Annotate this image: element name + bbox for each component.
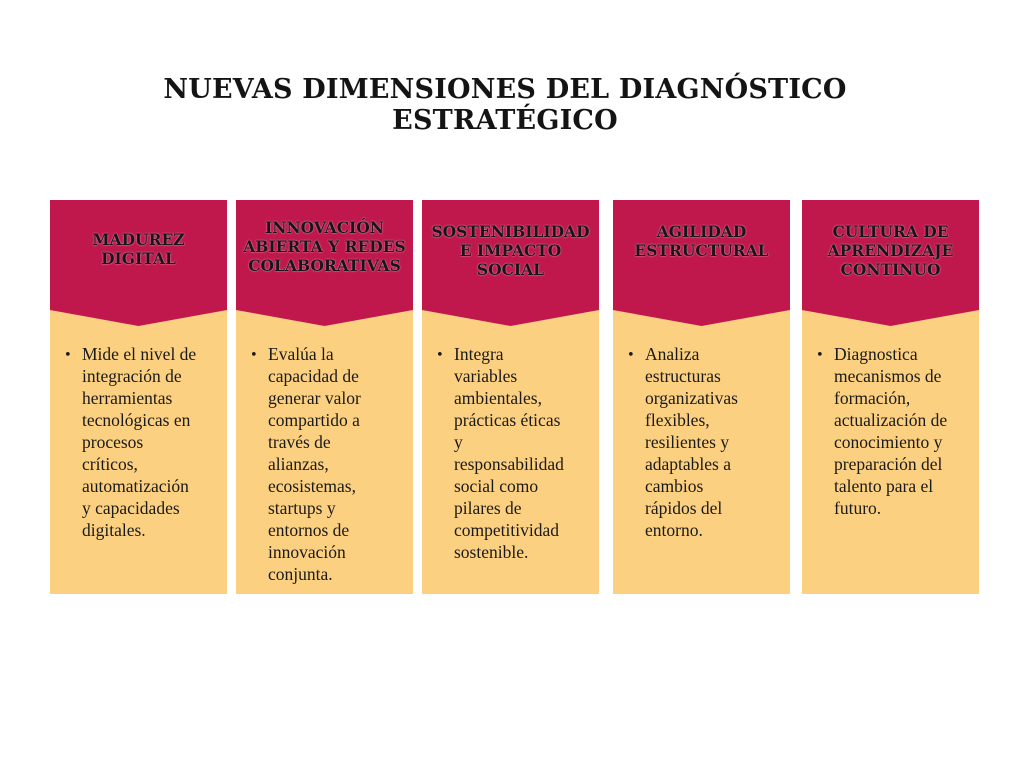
card-title — [805, 197, 976, 303]
dimension-card-innovacion-abierta — [236, 200, 413, 594]
card-title-line: AGILIDAD — [656, 222, 747, 241]
card-description: Diagnostica mecanismos de formación, actualización de conocimiento y preparación del talento para el futuro. — [834, 344, 948, 518]
card-description: Mide el nivel de integración de herramientas tecnológicas en procesos críticos, automatización y capacidades digitales. — [82, 344, 197, 540]
card-title — [239, 193, 410, 299]
bullet-icon: • — [436, 348, 444, 363]
page-title — [120, 74, 890, 136]
dimension-card-agilidad-estructural — [613, 200, 790, 594]
card-description: Evalúa la capacidad de generar valor compartido a través de alianzas, ecosistemas, startups y entornos de innovación conjunta. — [268, 344, 361, 584]
card-title-line: CONTINUO — [840, 259, 941, 279]
card-title-line: MADUREZ — [92, 230, 185, 249]
card-title-line: DIGITAL — [101, 249, 176, 268]
page-title-line-1: NUEVAS DIMENSIONES DEL DIAGNÓSTICO — [163, 74, 847, 105]
card-title-line: ABIERTA Y REDES — [243, 236, 406, 256]
card-title-line: COLABORATIVAS — [248, 255, 401, 275]
card-title-line: SOSTENIBILIDAD — [431, 221, 590, 241]
card-title — [616, 188, 787, 294]
bullet-icon: • — [250, 348, 258, 363]
card-title-line: SOCIAL — [476, 259, 545, 279]
page-title-line-2: ESTRATÉGICO — [392, 105, 618, 136]
card-title-line: ESTRUCTURAL — [634, 241, 769, 260]
card-description: Analiza estructuras organizativas flexibles, resilientes y adaptables a cambios rápidos del entorno. — [645, 344, 738, 540]
card-description: Integra variables ambientales, prácticas éticas y responsabilidad social como pilares de competitividad sostenible. — [454, 344, 564, 562]
dimension-card-madurez-digital — [50, 200, 227, 594]
bullet-icon: • — [64, 348, 72, 363]
card-title-line: CULTURA DE — [832, 221, 949, 241]
bullet-icon: • — [627, 348, 635, 363]
card-title — [425, 197, 596, 303]
card-title-line: E IMPACTO — [459, 240, 562, 260]
card-title-line: INNOVACIÓN — [265, 217, 384, 237]
card-title — [53, 196, 224, 302]
dimension-card-sostenibilidad — [422, 200, 599, 594]
bullet-icon: • — [816, 348, 824, 363]
card-title-line: APRENDIZAJE — [827, 240, 954, 260]
dimension-card-cultura-aprendizaje — [802, 200, 979, 594]
